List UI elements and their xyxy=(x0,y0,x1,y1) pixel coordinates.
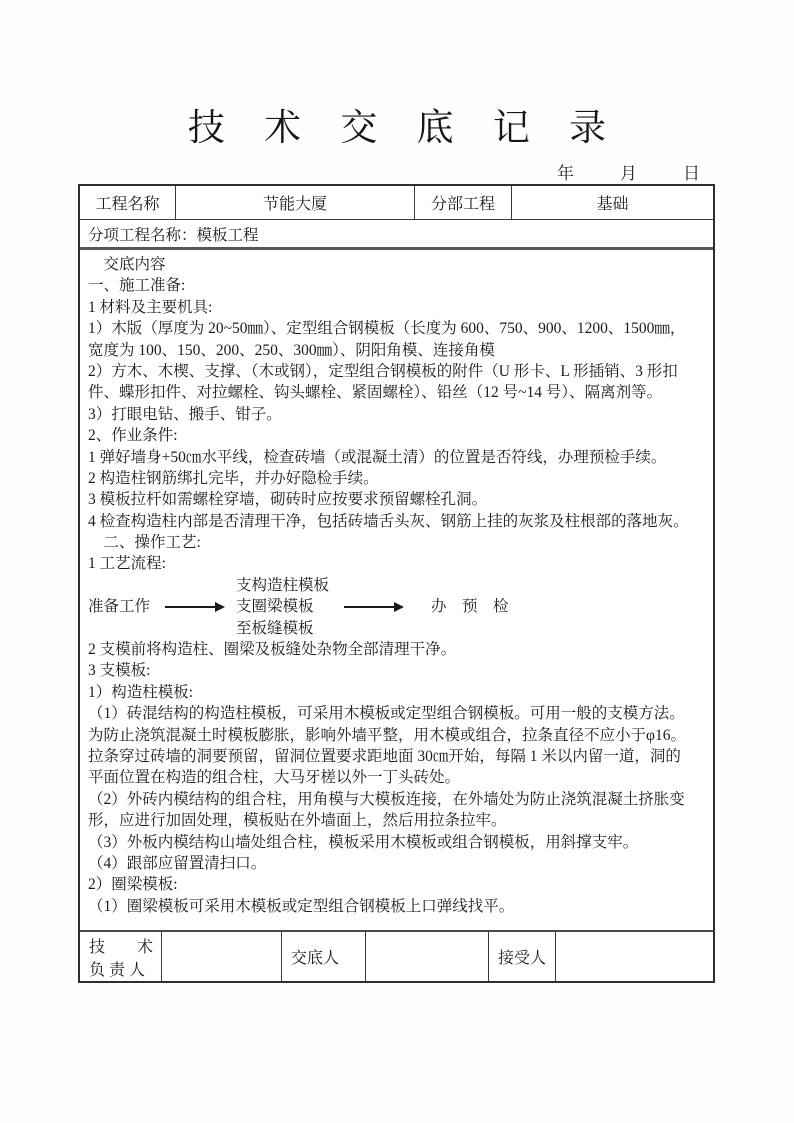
content-line: 3）打眼电钻、搬手、钳子。 xyxy=(88,405,282,423)
content-line: 2）方木、木楔、支撑、（木或钢），定型组合钢模板的附件（U 形卡、L 形插销、3 形扣 xyxy=(88,362,678,380)
tech-lead-signature-cell xyxy=(161,932,281,981)
date-day-label: 日 xyxy=(683,164,700,183)
content-line: 件、蝶形扣件、对拉螺栓、钩头螺栓、紧固螺栓）、铅丝（12 号~14 号）、隔离剂等。 xyxy=(88,384,663,402)
flow-steps xyxy=(236,575,329,639)
content-line: 3 支模板: xyxy=(88,662,151,680)
content-line: 一、施工准备: xyxy=(88,277,186,295)
content-line: 2）圈梁模板: xyxy=(88,876,178,894)
content-line: 形，应进行加固处理，模板贴在外墙面上，然后用拉条拉牢。 xyxy=(88,812,507,830)
content-line: 1）构造柱模板: xyxy=(88,683,194,701)
content-line: （1）圈梁模板可采用木模板或定型组合钢模板上口弹线找平。 xyxy=(88,897,515,915)
content-line: 交底内容 xyxy=(88,256,166,273)
discloser-signature-cell xyxy=(365,932,488,981)
flow-end-label: 办 预 检 xyxy=(431,598,509,616)
receiver-signature-cell xyxy=(555,932,713,981)
content-line: 3 模板拉杆如需螺栓穿墙，砌砖时应按要求预留螺栓孔洞。 xyxy=(88,491,488,509)
tech-lead-label-line1: 技 术 xyxy=(89,938,154,956)
content-line: 2、作业条件: xyxy=(88,427,178,445)
project-name-label: 工程名称 xyxy=(95,196,160,213)
content-line: 2 构造柱钢筋绑扎完毕，并办好隐检手续。 xyxy=(88,469,379,487)
receiver-label: 接受人 xyxy=(488,932,555,981)
content-line: 1 弹好墙身+50㎝水平线，检查砖墙（或混凝土清）的位置是否符线，办理预检手续。 xyxy=(88,448,667,466)
disclosure-content xyxy=(80,250,713,930)
signature-row xyxy=(80,930,713,981)
record-table xyxy=(78,184,715,983)
content-line: 4 检查构造柱内部是否清理干净，包括砖墙舌头灰、钢筋上挂的灰浆及柱根部的落地灰。 xyxy=(88,512,689,530)
flow-start-label: 准备工作 xyxy=(88,598,151,616)
date-month-label: 月 xyxy=(620,164,637,183)
content-line: 平面位置在构造的组合柱，大马牙槎以外一丁头砖处。 xyxy=(88,769,461,787)
content-line: 为防止浇筑混凝土时模板膨胀，影响外墙平整，用木模或组合，拉条直径不应小于φ16。 xyxy=(88,726,686,744)
discloser-label: 交底人 xyxy=(281,932,365,981)
flow-step-label: 支构造柱模板 xyxy=(236,576,330,594)
content-line: 2 支模前将构造柱、圈梁及板缝处杂物全部清理干净。 xyxy=(88,641,457,659)
content-line: 拉条穿过砖墙的洞要预留，留洞位置要求距地面 30㎝开始，每隔 1 米以内留一道，洞的 xyxy=(88,748,681,765)
content-line: 1 材料及主要机具: xyxy=(88,298,213,316)
tech-lead-label-line2: 负 责 人 xyxy=(89,961,146,979)
division-label: 分部工程 xyxy=(414,186,511,219)
page-title: 技 术 交 底 记 录 xyxy=(187,108,622,149)
header-row xyxy=(80,186,713,220)
content-line: 1）木版（厚度为 20~50㎜）、定型组合钢模板（长度为 600、750、900、1200、1500㎜， xyxy=(88,320,686,338)
division-value: 基础 xyxy=(511,186,713,219)
right-arrow-icon xyxy=(344,606,402,608)
process-flow-diagram xyxy=(88,575,707,639)
date-line xyxy=(78,159,700,184)
content-line: （2）外砖内模结构的组合柱，用角模与大模板连接，在外墙处为防止浇筑混凝土挤胀变 xyxy=(88,790,685,808)
project-name-value: 节能大厦 xyxy=(175,186,414,219)
tech-lead-label xyxy=(80,932,161,981)
content-line: 1 工艺流程: xyxy=(88,555,166,573)
flow-step-label: 至板缝模板 xyxy=(236,619,314,637)
content-line: （4）跟部应留置清扫口。 xyxy=(88,854,267,872)
content-line: （1）砖混结构的构造柱模板，可采用木模板或定型组合钢模板。可用一般的支模方法。 xyxy=(88,705,685,723)
date-year-label: 年 xyxy=(557,164,574,183)
content-line: （3）外板内模结构山墙处组合柱，模板采用木模板或组合钢模板，用斜撑支牢。 xyxy=(88,833,639,851)
right-arrow-icon xyxy=(165,606,223,608)
content-line: 二、操作工艺: xyxy=(88,534,201,552)
flow-step-label: 支圈梁模板 xyxy=(236,598,314,616)
content-line: 宽度为 100、150、200、250、300㎜）、阴阳角模、连接角模 xyxy=(88,341,495,359)
sub-project-row: 分项工程名称：模板工程 xyxy=(80,220,713,250)
